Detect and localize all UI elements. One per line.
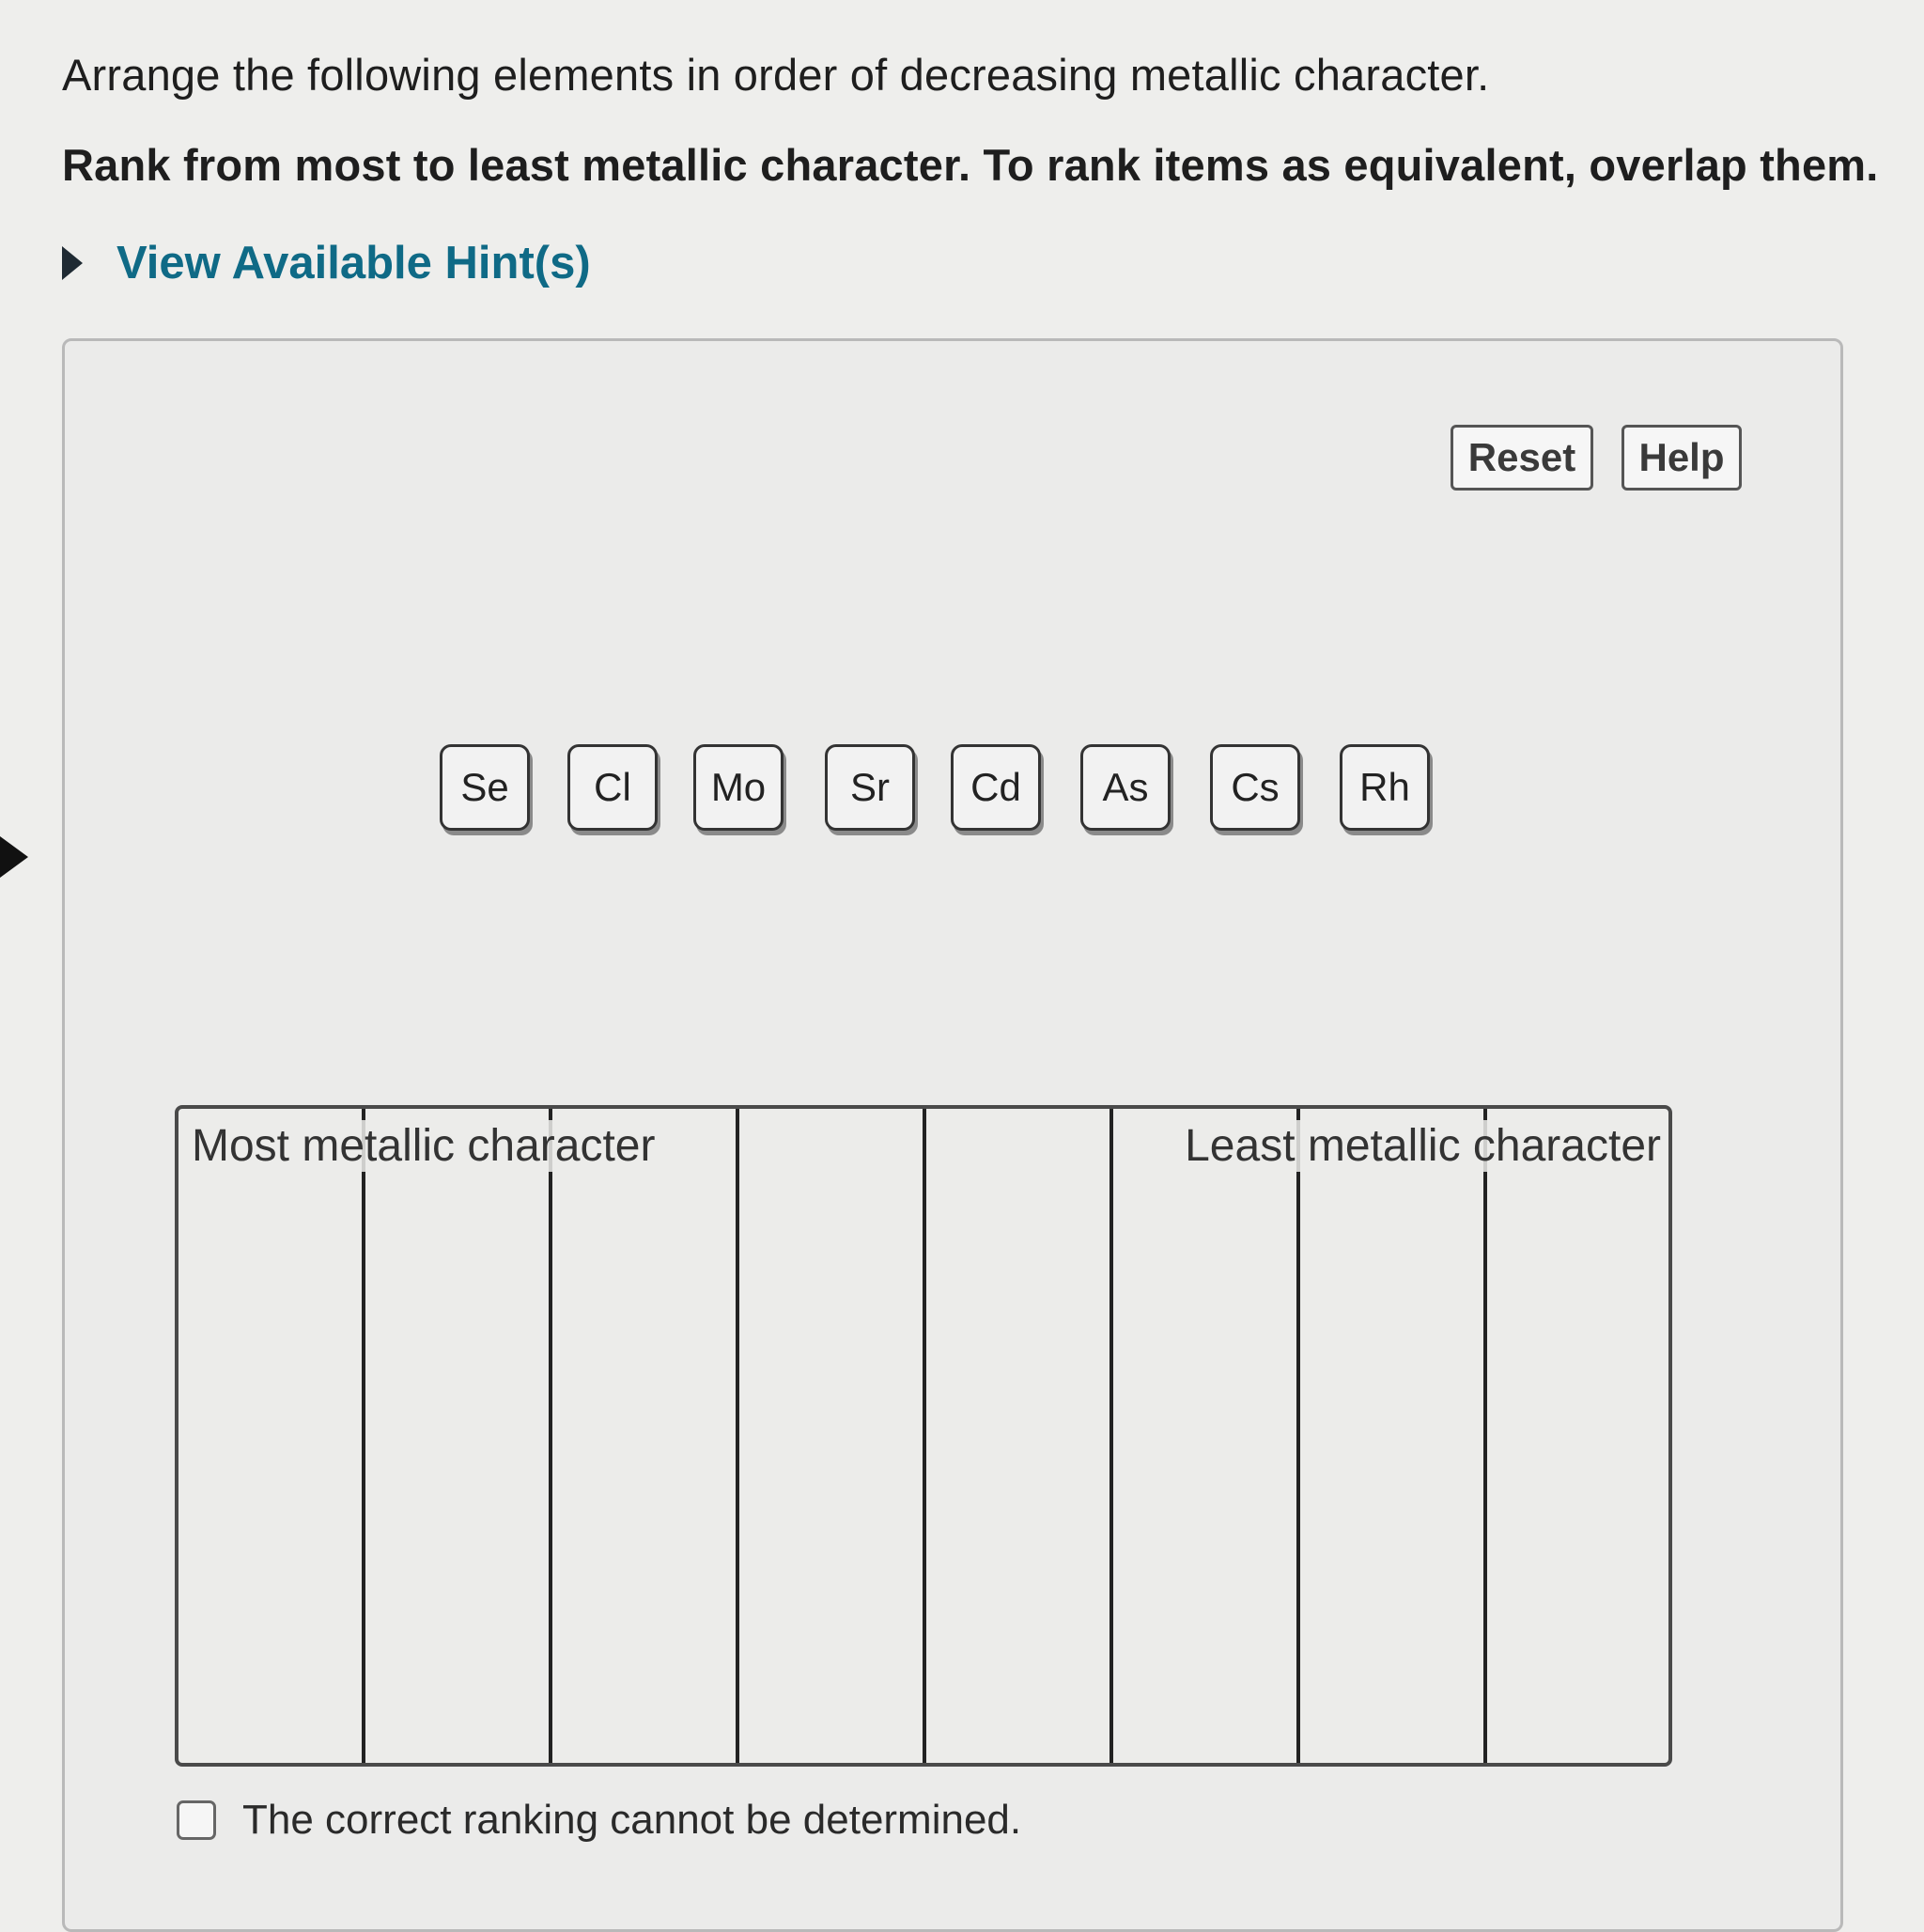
rank-slot-1[interactable]	[178, 1109, 365, 1763]
ranking-instruction: Rank from most to least metallic character. To rank items as equivalent, overlap them.	[62, 140, 1879, 190]
help-button[interactable]: Help	[1621, 425, 1742, 491]
view-hints-label: View Available Hint(s)	[116, 238, 591, 288]
element-tile-sr[interactable]: Sr	[825, 744, 915, 831]
rank-slot-2[interactable]	[365, 1109, 552, 1763]
view-hints-toggle[interactable]	[62, 237, 591, 289]
rank-slot-3[interactable]	[552, 1109, 739, 1763]
cannot-determine-option[interactable]	[177, 1797, 1021, 1844]
element-tile-rh[interactable]: Rh	[1340, 744, 1430, 831]
question-instruction: Arrange the following elements in order of decreasing metallic character.	[62, 50, 1490, 100]
caret-right-icon	[62, 246, 83, 280]
cannot-determine-label: The correct ranking cannot be determined.	[242, 1797, 1022, 1843]
rank-slot-6[interactable]	[1113, 1109, 1300, 1763]
element-tile-as[interactable]: As	[1080, 744, 1171, 831]
reset-button[interactable]: Reset	[1451, 425, 1593, 491]
element-tile-cs[interactable]: Cs	[1210, 744, 1300, 831]
cannot-determine-checkbox[interactable]	[177, 1800, 216, 1840]
element-tile-se[interactable]: Se	[440, 744, 530, 831]
most-metallic-label: Most metallic character	[192, 1121, 656, 1171]
rank-slot-4[interactable]	[739, 1109, 926, 1763]
mouse-pointer-icon	[0, 836, 28, 878]
least-metallic-label: Least metallic character	[1185, 1121, 1661, 1171]
ranking-drop-area	[175, 1105, 1672, 1767]
element-tile-cl[interactable]: Cl	[567, 744, 658, 831]
rank-slot-8[interactable]	[1487, 1109, 1668, 1763]
element-tile-mo[interactable]: Mo	[693, 744, 784, 831]
rank-slot-5[interactable]	[926, 1109, 1113, 1763]
rank-slot-7[interactable]	[1300, 1109, 1487, 1763]
element-tile-cd[interactable]: Cd	[951, 744, 1041, 831]
